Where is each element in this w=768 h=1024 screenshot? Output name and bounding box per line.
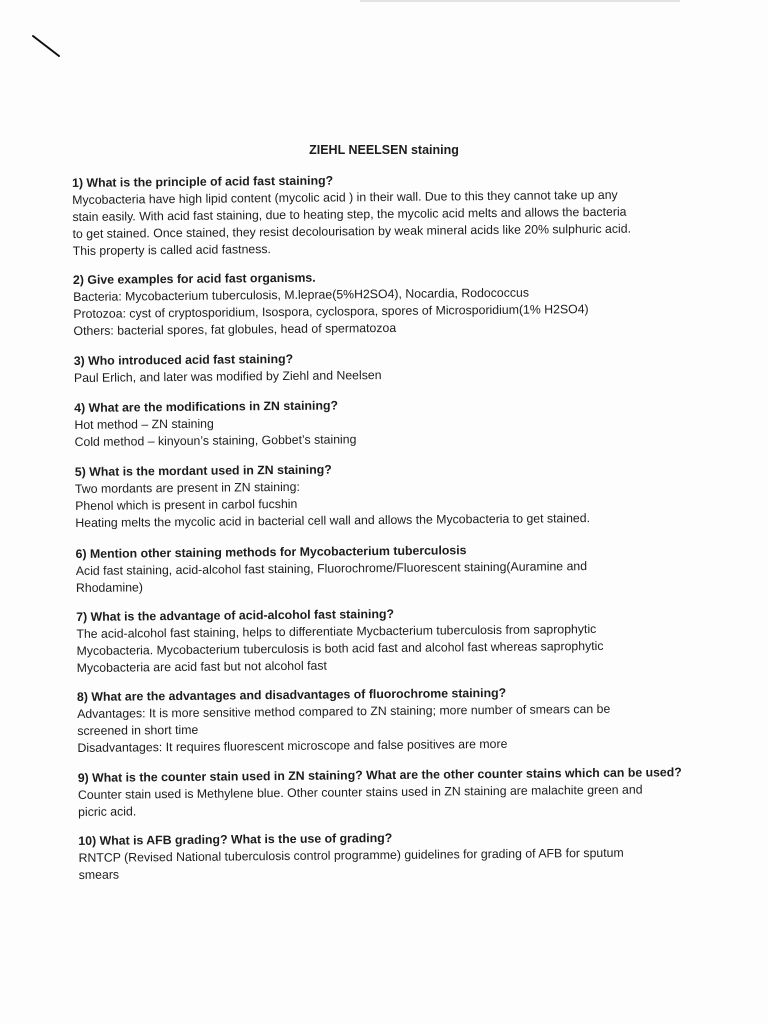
answer-line: smears: [78, 867, 120, 882]
qa-section: [72, 169, 693, 260]
qa-section: [78, 827, 698, 884]
answer-line: Hot method – ZN staining: [74, 416, 214, 432]
qa-list: [72, 169, 699, 895]
answer-line: Counter stain used is Methylene blue. Other counter stains used in ZN staining are malachite green and: [77, 782, 643, 802]
answer-line: Others: bacterial spores, fat globules, head of spermatozoa: [73, 320, 397, 338]
qa-section: [77, 683, 698, 757]
question-heading: 1) What is the principle of acid fast staining?: [72, 173, 334, 190]
answer-line: Phenol which is present in carbol fucshin: [75, 496, 298, 513]
answer-line: to get stained. Once stained, they resist decolourisation by weak mineral acids like 20% sulphuric acid.: [72, 221, 632, 241]
answer-line: Disadvantages: It requires fluorescent microscope and false positives are more: [77, 736, 508, 755]
answer-line: Heating melts the mycolic acid in bacterial cell wall and allows the Mycobacteria to get stained.: [75, 511, 591, 530]
answer-line: picric acid.: [78, 804, 137, 819]
answer-line: screened in short time: [77, 722, 199, 738]
answer-line: Cold method – kinyoun’s staining, Gobbet’s staining: [74, 432, 357, 449]
answer-line: Rhodamine): [75, 580, 144, 595]
answer-line: This property is called acid fastness.: [72, 242, 272, 258]
question-heading: 5) What is the mordant used in ZN staining?: [74, 462, 332, 479]
question-heading: 10) What is AFB grading? What is the use of grading?: [78, 830, 393, 848]
question-heading: 8) What are the advantages and disadvantages of fluorochrome staining?: [76, 685, 507, 704]
question-heading: 4) What are the modifications in ZN staining?: [74, 398, 339, 415]
qa-section: [76, 540, 696, 597]
pen-mark-icon: [30, 30, 70, 70]
answer-line: Advantages: It is more sensitive method compared to ZN staining; more number of smears can be: [77, 701, 611, 721]
answer-line: The acid-alcohol fast staining, helps to differentiate Mycbacterium tuberculosis from saprophytic: [76, 621, 597, 641]
answer-line: Paul Erlich, and later was modified by Ziehl and Neelsen: [73, 368, 382, 385]
qa-section: [78, 764, 698, 821]
document-title: ZIEHL NEELSEN staining: [309, 143, 459, 157]
answer-line: Mycobacteria have high lipid content (mycolic acid ) in their wall. Due to this they cannot take up any: [72, 187, 618, 207]
answer-line: Mycobacteria. Mycobacterium tuberculosis is both acid fast and alcohol fast whereas saprophytic: [76, 638, 604, 658]
qa-section: [74, 394, 694, 451]
question-heading: 3) Who introduced acid fast staining?: [73, 351, 294, 368]
scan-edge-line: [360, 0, 680, 2]
question-heading: 7) What is the advantage of acid-alcohol fast staining?: [76, 606, 395, 624]
answer-line: Mycobacteria are acid fast but not alcohol fast: [76, 658, 327, 675]
answer-line: Acid fast staining, acid-alcohol fast staining, Fluorochrome/Fluorescent staining(Auramine and: [75, 559, 588, 578]
answer-line: Protozoa: cyst of cryptosporidium, Isospora, cyclospora, spores of Microsporidium(1% H2SO4): [73, 302, 589, 321]
answer-line: RNTCP (Revised National tuberculosis control programme) guidelines for grading of AFB for sputum: [78, 845, 624, 865]
qa-section: [73, 266, 694, 340]
qa-section: [76, 603, 697, 677]
question-heading: 2) Give examples for acid fast organisms.: [72, 270, 316, 287]
question-heading: 9) What is the counter stain used in ZN staining? What are the other counter stains which can be used?: [77, 765, 682, 785]
answer-line: stain easily. With acid fast staining, due to heating step, the mycolic acid melts and allows the bacteria: [72, 204, 627, 224]
qa-section: [75, 458, 696, 532]
answer-line: Two mordants are present in ZN staining:: [74, 479, 300, 496]
question-heading: 6) Mention other staining methods for Mycobacterium tuberculosis: [75, 543, 467, 561]
qa-section: [74, 347, 694, 387]
answer-line: Bacteria: Mycobacterium tuberculosis, M.leprae(5%H2SO4), Nocardia, Rodococcus: [73, 285, 530, 304]
